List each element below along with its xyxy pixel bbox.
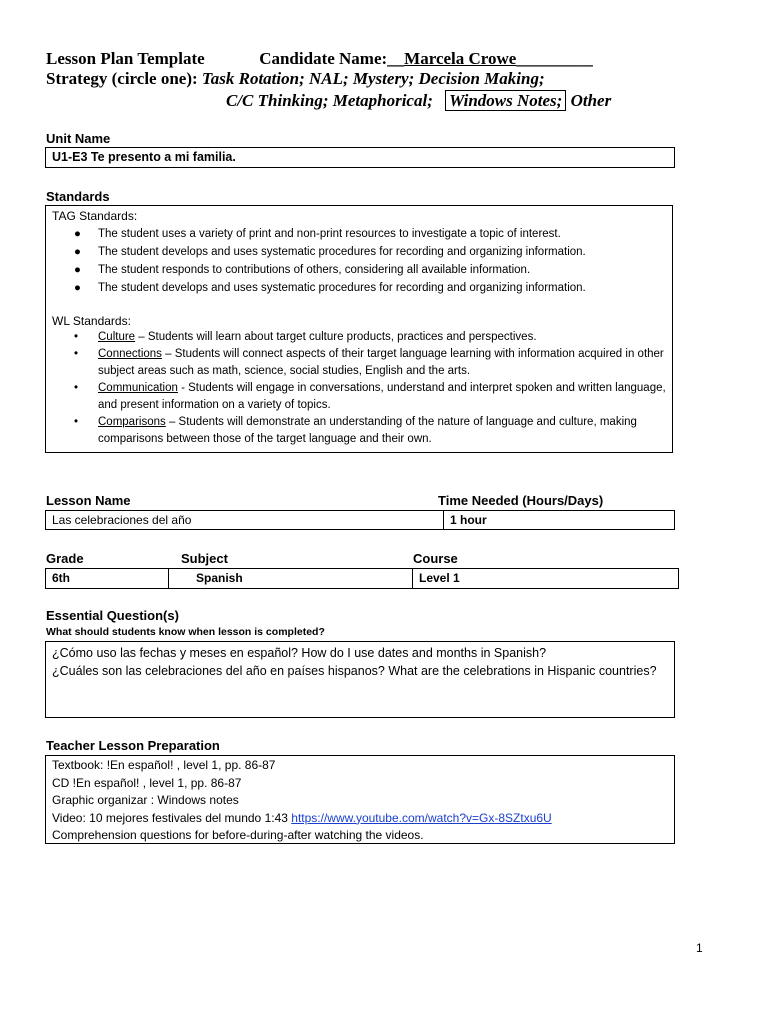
course-value: Level 1 — [412, 569, 680, 588]
subject-label: Subject — [181, 551, 228, 566]
course-label: Course — [413, 551, 458, 566]
subject-value: Spanish — [168, 569, 412, 588]
wl-standards-label: WL Standards: — [52, 314, 131, 328]
wl-standards-list — [46, 329, 672, 448]
essential-question-label: Essential Question(s) — [46, 608, 179, 623]
list-item: ● The student responds to contributions of others, considering all available information. — [74, 264, 531, 276]
essential-question-box — [45, 641, 675, 718]
header-line2 — [46, 69, 746, 89]
strategy-other: Other — [570, 91, 612, 110]
list-item: ● The student develops and uses systematic procedures for recording and organizing information. — [74, 282, 586, 294]
teacher-prep-box — [45, 755, 675, 844]
unit-name-label: Unit Name — [46, 131, 111, 146]
prep-line-organizer: Graphic organizar : Windows notes — [52, 793, 239, 807]
lesson-name-value: Las celebraciones del año — [52, 513, 192, 527]
tag-standards-label: TAG Standards: — [52, 209, 138, 223]
prep-line-cd: CD !En español! , level 1, pp. 86-87 — [52, 775, 242, 790]
strategy-selected-box: Windows Notes; — [445, 90, 566, 111]
time-needed-label: Time Needed (Hours/Days) — [438, 493, 604, 508]
list-item: • Comparisons – Students will demonstrate an understanding of the nature of language and culture, making comparisons between those of the target language and their own. — [74, 416, 637, 445]
unit-name-box — [45, 147, 675, 168]
standards-label: Standards — [46, 189, 110, 204]
tag-standards-list — [46, 225, 672, 297]
candidate-name: Marcela Crowe — [404, 49, 517, 68]
essential-question-sublabel: What should students know when lesson is completed? — [46, 626, 325, 638]
list-item: • Communication - Students will engage in conversations, understand and interpret spoken and written language, and present information on a variety of topics. — [74, 382, 666, 411]
teacher-prep-label: Teacher Lesson Preparation — [46, 738, 220, 753]
course-info-row — [45, 568, 679, 589]
document-title: Lesson Plan Template — [46, 49, 205, 68]
header-line3 — [226, 91, 746, 111]
lesson-name-row — [45, 510, 675, 530]
grade-value: 6th — [52, 571, 70, 585]
time-needed-value: 1 hour — [443, 511, 676, 529]
page-number: 1 — [696, 941, 703, 955]
unit-name-value: U1-E3 Te presento a mi familia. — [52, 150, 236, 164]
list-item: ● The student uses a variety of print and non-print resources to investigate a topic of interest. — [74, 228, 561, 240]
strategy-options-line1: Task Rotation; NAL; Mystery; Decision Making; — [201, 69, 545, 88]
strategy-label: Strategy (circle one): — [46, 69, 198, 88]
list-item: • Connections – Students will connect aspects of their target language learning with information acquired in other subject areas such as math, science, social studies, English and the arts. — [74, 348, 664, 377]
standards-box — [45, 205, 673, 453]
grade-label: Grade — [46, 551, 84, 566]
essential-question-line2: ¿Cuáles son las celebraciones del año en países hispanos? What are the celebrations in Hispanic countries? — [52, 664, 657, 678]
strategy-options-line2: C/C Thinking; Metaphorical; — [226, 91, 433, 110]
list-item: ● The student develops and uses systematic procedures for recording and organizing information. — [74, 246, 586, 258]
header-line1: Lesson Plan Template Candidate Name:__Marcela Crowe_________ — [46, 49, 593, 68]
essential-question-line1: ¿Cómo uso las fechas y meses en español? How do I use dates and months in Spanish? — [52, 646, 547, 660]
prep-line-textbook: Textbook: !En español! , level 1, pp. 86-87 — [52, 758, 276, 772]
lesson-name-label: Lesson Name — [46, 493, 131, 508]
video-link[interactable]: https://www.youtube.com/watch?v=Gx-8SZtxu6U — [291, 810, 552, 825]
list-item: • Culture – Students will learn about target culture products, practices and perspectives. — [74, 331, 537, 343]
candidate-label: Candidate Name: — [259, 49, 388, 68]
prep-line-video: Video: 10 mejores festivales del mundo 1:43 https://www.youtube.com/watch?v=Gx-8SZtxu6U — [52, 810, 552, 825]
prep-line-questions: Comprehension questions for before-during-after watching the videos. — [52, 828, 424, 842]
